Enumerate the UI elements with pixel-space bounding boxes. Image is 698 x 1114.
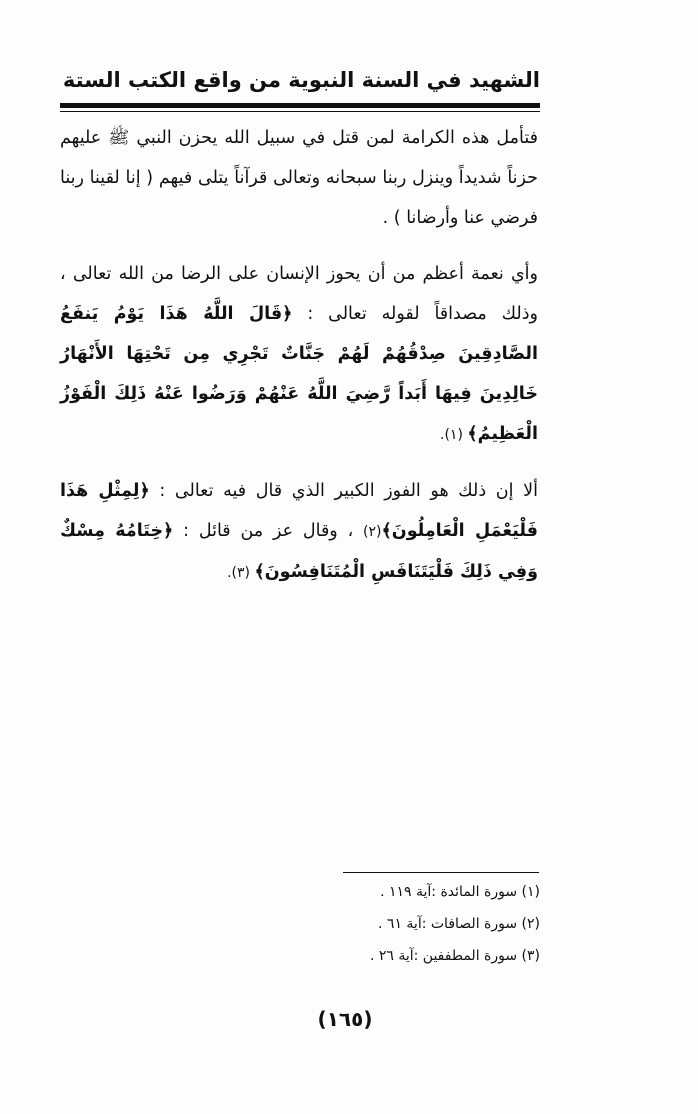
paragraph-1-text: فتأمل هذه الكرامة لمن قتل في سبيل الله يحزن النبي ﷺ عليهم حزناً شديداً وينزل ربنا سبحانه وتعالى قرآناً يتلى فيهم ( إنا لقينا ربنا فرضي عنا وأرضانا ) . <box>60 128 538 228</box>
page-number: (١٦٥) <box>317 1007 373 1031</box>
quran-verse-assaffat: ﴿لِمِثْلِ هَذَا فَلْيَعْمَلِ الْعَامِلُونَ﴾ <box>60 481 538 541</box>
quran-verse-almutaffifin: ﴿خِتَامُهُ مِسْكٌ وَفِي ذَلِكَ فَلْيَتَنَافَسِ الْمُتَنَافِسُونَ﴾ <box>60 521 538 582</box>
footnote-separator <box>343 872 539 873</box>
main-text <box>60 118 538 609</box>
header-rule-thick <box>60 103 540 108</box>
footnote-1: (١) سورة المائدة :آية ١١٩ . <box>380 884 540 900</box>
paragraph-1 <box>60 118 538 238</box>
paragraph-3 <box>60 471 538 593</box>
running-head-title: الشهيد في السنة النبوية من واقع الكتب الستة <box>62 68 540 92</box>
footnote-ref-2: (٢) <box>363 524 382 540</box>
footnote-ref-3: (٣). <box>227 565 255 581</box>
footnote-2: (٢) سورة الصافات :آية ٦١ . <box>378 916 540 932</box>
paragraph-3-text-a: ألا إن ذلك هو الفوز الكبير الذي قال فيه تعالى : <box>149 481 539 501</box>
footnote-ref-1: (١). <box>440 427 468 443</box>
quran-verse-almaidah: ﴿قَالَ اللَّهُ هَذَا يَوْمُ يَنفَعُ الصَّادِقِينَ صِدْقُهُمْ لَهُمْ جَنَّاتٌ تَجْرِي مِن تَحْتِهَا الأَنْهَارُ خَالِدِينَ فِيهَا أَبَداً رَّضِيَ اللَّهُ عَنْهُمْ وَرَضُوا عَنْهُ ذَلِكَ الْفَوْزُ الْعَظِيمُ﴾ <box>60 304 538 444</box>
footnote-3: (٣) سورة المطففين :آية ٢٦ . <box>369 948 540 964</box>
paragraph-2 <box>60 254 538 455</box>
footnotes <box>240 876 540 972</box>
header-rule-thin <box>60 111 540 112</box>
paragraph-3-text-b: ، وقال عز من قائل : <box>173 521 364 541</box>
paragraph-2-text: وأي نعمة أعظم من أن يحوز الإنسان على الرضا من الله تعالى ، وذلك مصداقاً لقوله تعالى : <box>60 264 538 324</box>
